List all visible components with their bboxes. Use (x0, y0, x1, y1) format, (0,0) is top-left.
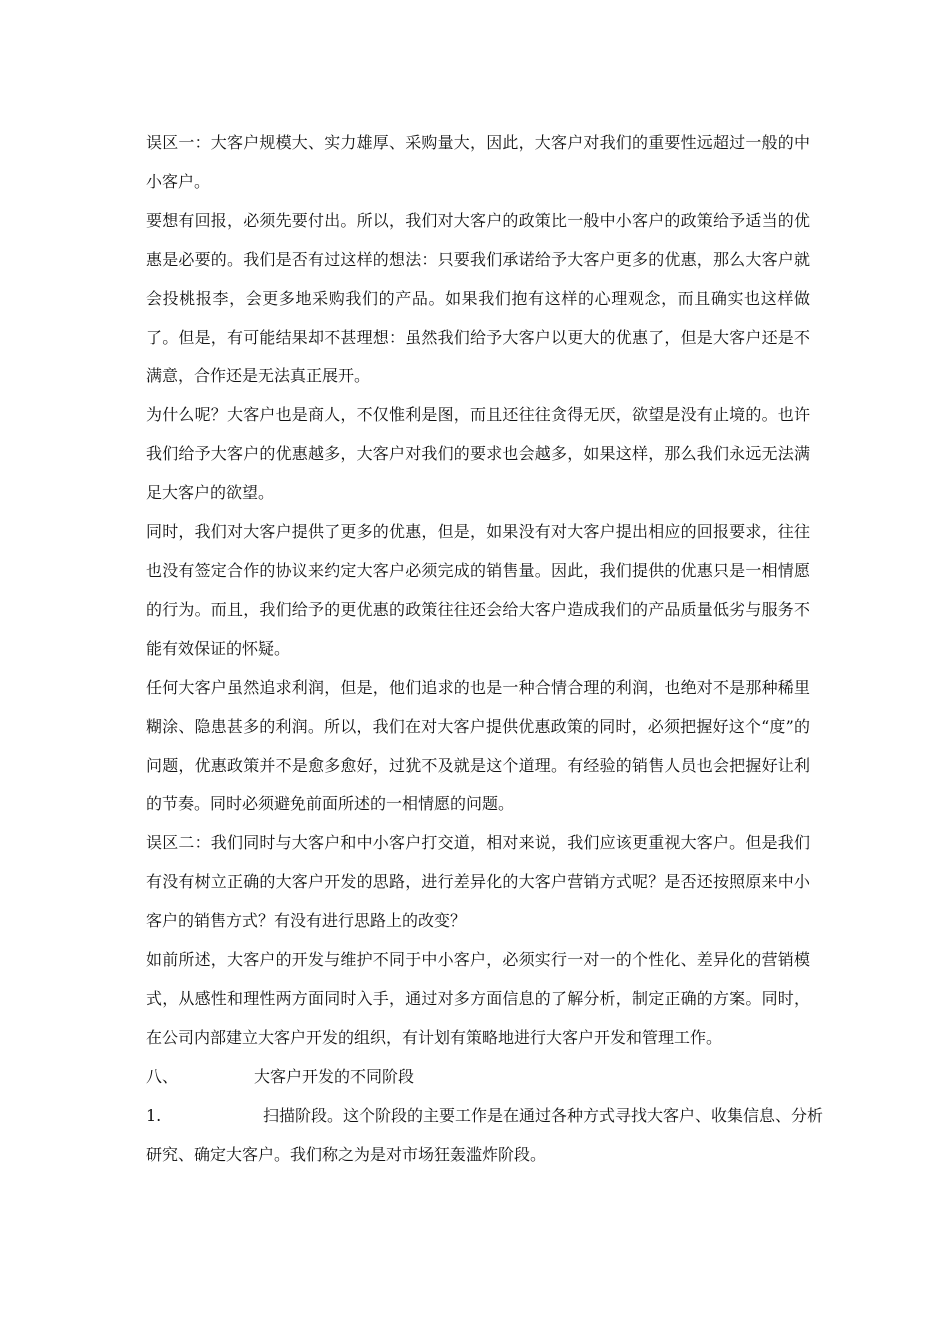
list-item-first-line (146, 1097, 824, 1136)
list-item (146, 1097, 824, 1175)
list-item-number: 1. (146, 1105, 162, 1125)
paragraph-profit-degree: 任何大客户虽然追求利润，但是，他们追求的也是一种合情合理的利润，也绝对不是那种稀里糊涂、隐患甚多的利润。所以，我们在对大客户提供优惠政策的同时，必须把握好这个“度”的问题，优惠政策并不是愈多愈好，过犹不及就是这个道理。有经验的销售人员也会把握好让利的节奏。同时必须避免前面所述的一相情愿的问题。 (146, 677, 810, 814)
section-heading (146, 1058, 810, 1097)
section-title: 大客户开发的不同阶段 (254, 1066, 415, 1086)
paragraph-myth-one: 误区一：大客户规模大、实力雄厚、采购量大，因此，大客户对我们的重要性远超过一般的中小客户。 (146, 133, 810, 191)
paragraph-as-mentioned: 如前所述，大客户的开发与维护不同于中小客户，必须实行一对一的个性化、差异化的营销模式，从感性和理性两方面同时入手，通过对多方面信息的了解分析，制定正确的方案。同时，在公司内部建立大客户开发的组织，有计划有策略地进行大客户开发和管理工作。 (146, 950, 810, 1047)
paragraph-meanwhile: 同时，我们对大客户提供了更多的优惠，但是，如果没有对大客户提出相应的回报要求，往往也没有签定合作的协议来约定大客户必须完成的销售量。因此，我们提供的优惠只是一相情愿的行为。而且，我们给予的更优惠的政策往往还会给大客户造成我们的产品质量低劣与服务不能有效保证的怀疑。 (146, 522, 810, 658)
paragraph-why: 为什么呢？大客户也是商人，不仅惟利是图，而且还往往贪得无厌，欲望是没有止境的。也许我们给予大客户的优惠越多，大客户对我们的要求也会越多，如果这样，那么我们永远无法满足大客户的欲望。 (146, 405, 810, 503)
document-body (146, 124, 824, 1174)
list-item-text-line2: 研究、确定大客户。我们称之为是对市场狂轰滥炸阶段。 (146, 1144, 547, 1164)
list-item-text-line1: 扫描阶段。这个阶段的主要工作是在通过各种方式寻找大客户、收集信息、分析 (263, 1105, 824, 1125)
paragraph-myth-two: 误区二：我们同时与大客户和中小客户打交道，相对来说，我们应该更重视大客户。但是我们有没有树立正确的大客户开发的思路，进行差异化的大客户营销方式呢？是否还按照原来中小客户的销售方式？有没有进行思路上的改变？ (146, 833, 810, 931)
paragraph-give-to-get: 要想有回报，必须先要付出。所以，我们对大客户的政策比一般中小客户的政策给予适当的优惠是必要的。我们是否有过这样的想法：只要我们承诺给予大客户更多的优惠，那么大客户就会投桃报李，会更多地采购我们的产品。如果我们抱有这样的心理观念，而且确实也这样做了。但是，有可能结果却不甚理想：虽然我们给予大客户以更大的优惠了，但是大客户还是不满意，合作还是无法真正展开。 (146, 210, 810, 386)
section-number: 八、 (146, 1066, 179, 1086)
